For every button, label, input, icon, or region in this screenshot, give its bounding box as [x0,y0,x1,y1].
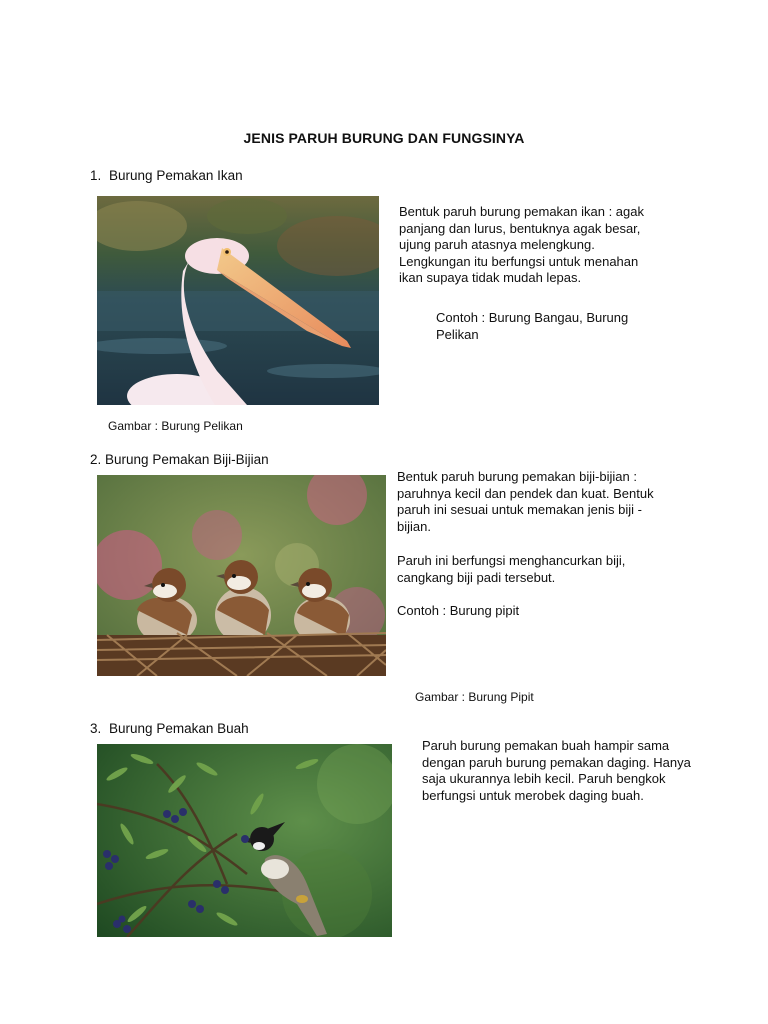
section-1-description: Bentuk paruh burung pemakan ikan : agak panjang dan lurus, bentuknya agak besar, ujung paruh atasnya melengkung. Lengkungan itu berfungsi untuk menahan ikan supaya tidak mudah lepas. [399,204,645,286]
section-1-example: Contoh : Burung Bangau, Burung Pelikan [436,310,629,342]
section-2-description: Bentuk paruh burung pemakan biji-bijian : paruhnya kecil dan pendek dan kuat. Bentuk paruh ini sesuai untuk memakan jenis biji - bijian. [397,469,654,534]
section-2-function: Paruh ini berfungsi menghancurkan biji, cangkang biji padi tersebut. [397,553,626,585]
section-title: Burung Pemakan Buah [109,721,249,736]
sparrows-photo [97,475,386,676]
section-number: 2. [90,452,102,467]
bulbul-photo [97,744,392,937]
pelican-photo [97,196,379,405]
document-title: JENIS PARUH BURUNG DAN FUNGSINYA [243,130,525,146]
section-2-heading [90,452,269,467]
section-2-caption: Gambar : Burung Pipit [415,690,534,704]
section-title: Burung Pemakan Biji-Bijian [105,452,269,467]
section-2-example: Contoh : Burung pipit [397,603,520,618]
section-1-heading [90,168,243,183]
section-3-heading [90,721,249,736]
section-number: 1. [90,168,102,183]
section-number: 3. [90,721,102,736]
section-1-caption: Gambar : Burung Pelikan [108,419,243,433]
section-title: Burung Pemakan Ikan [109,168,243,183]
section-3-description: Paruh burung pemakan buah hampir sama dengan paruh burung pemakan daging. Hanya saja ukurannya lebih kecil. Paruh bengkok berfungsi untuk merobek daging buah. [422,738,691,803]
